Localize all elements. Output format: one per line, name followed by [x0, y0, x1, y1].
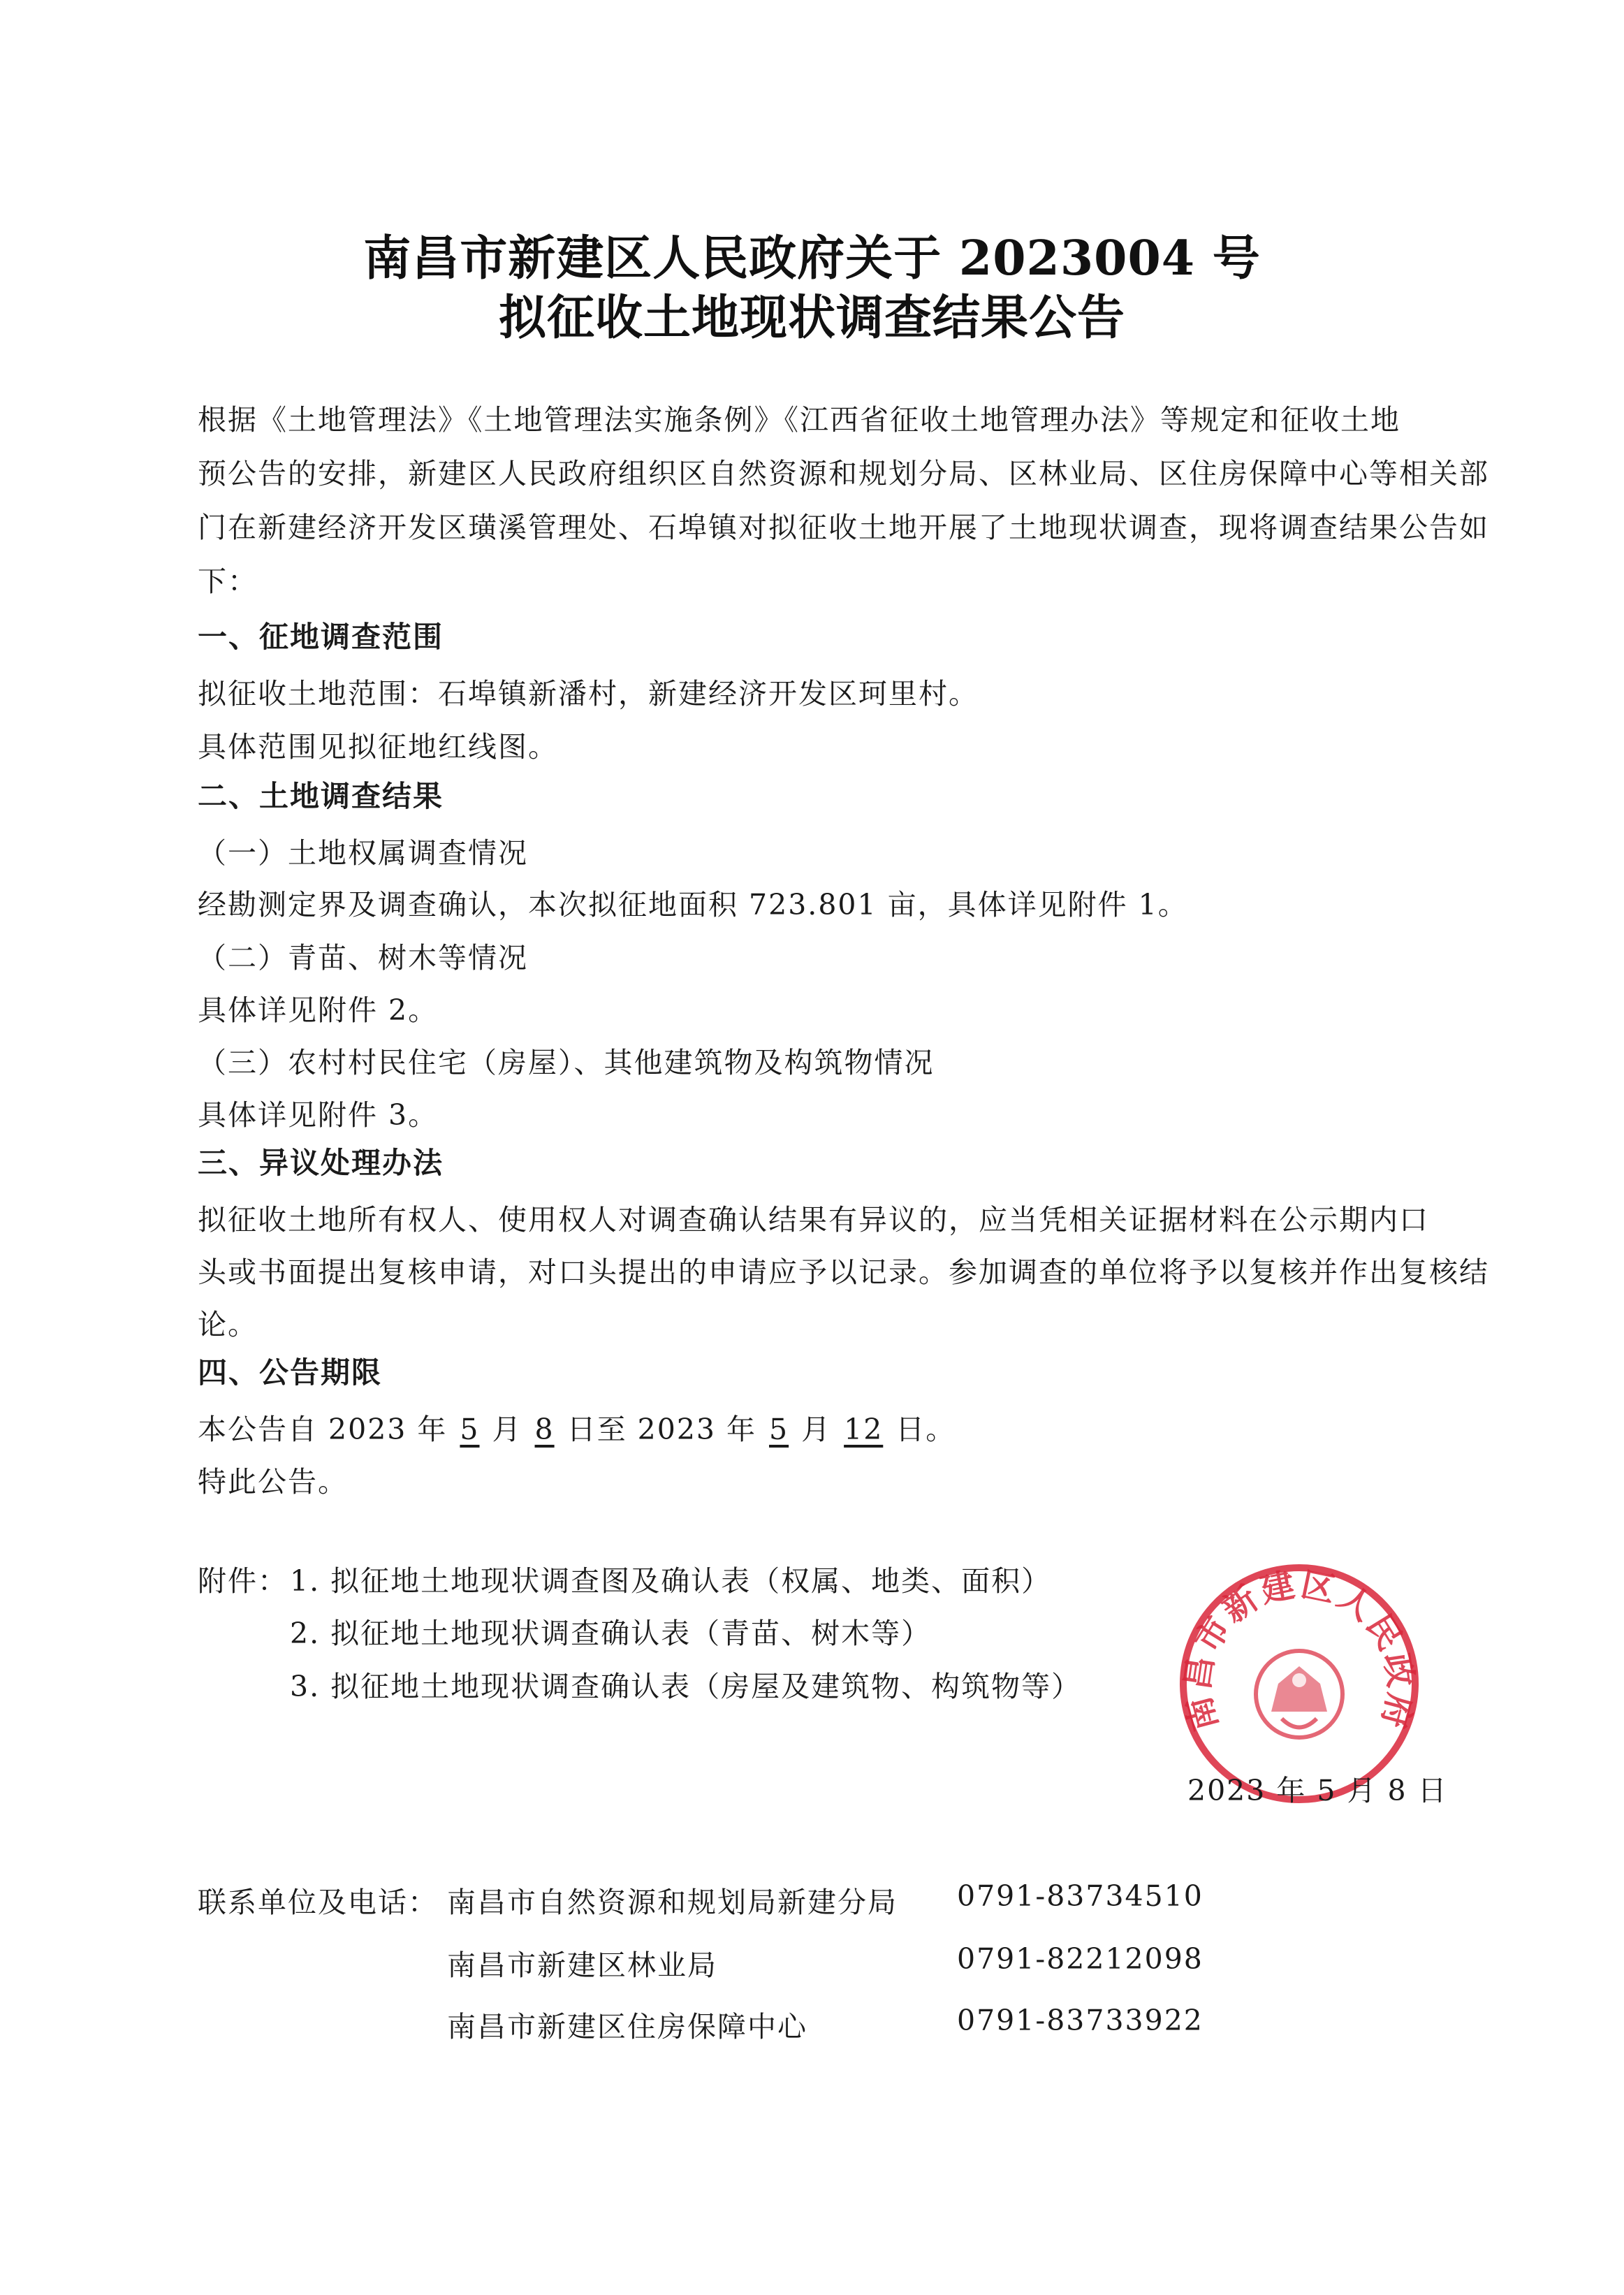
section1-line-1: 拟征收土地范围：石埠镇新潘村，新建经济开发区珂里村。 [198, 677, 979, 711]
attachments-label: 附件： [198, 1564, 288, 1598]
section4-heading: 四、公告期限 [198, 1355, 383, 1390]
page-title-line2: 拟征收土地现状调查结果公告 [498, 290, 1125, 346]
contact-phone-2: 0791-82212098 [957, 1942, 1204, 1976]
intro-line-2: 预公告的安排，新建区人民政府组织区自然资源和规划分局、区林业局、区住房保障中心等相关部 [198, 457, 1489, 490]
attachment-item-3: 3. 拟征地土地现状调查确认表（房屋及建筑物、构筑物等） [290, 1670, 1082, 1703]
section2-sub1-text: 经勘测定界及调查确认，本次拟征地面积 723.801 亩，具体详见附件 1。 [198, 888, 1188, 921]
section3-line-2: 头或书面提出复核申请，对口头提出的申请应予以记录。参加调查的单位将予以复核并作出复核结 [198, 1255, 1489, 1289]
section2-heading: 二、土地调查结果 [198, 779, 444, 813]
closing-statement: 特此公告。 [198, 1465, 348, 1499]
section1-heading: 一、征地调查范围 [198, 620, 444, 654]
contact-name-2: 南昌市新建区林业局 [447, 1948, 717, 1982]
period-to-label: 日至 2023 年 [566, 1413, 757, 1446]
notice-period [198, 1406, 956, 1448]
intro-line-3: 门在新建经济开发区璜溪管理处、石埠镇对拟征收土地开展了土地现状调查，现将调查结果公告如 [198, 511, 1489, 544]
section3-line-3: 论。 [198, 1308, 258, 1341]
section2-sub2-text: 具体详见附件 2。 [198, 993, 439, 1027]
period-end-day: 12 [844, 1413, 884, 1446]
period-start-day: 8 [534, 1413, 555, 1446]
contacts-label: 联系单位及电话： [198, 1886, 438, 1919]
attachment-item-1: 1. 拟征地土地现状调查图及确认表（权属、地类、面积） [290, 1564, 1052, 1598]
period-month-label: 月 [492, 1413, 522, 1446]
period-suffix: 日。 [895, 1413, 956, 1446]
page-title-line1: 南昌市新建区人民政府关于 2023004 号 [363, 231, 1261, 286]
intro-line-4: 下： [198, 564, 258, 598]
intro-line-1: 根据《土地管理法》《土地管理法实施条例》《江西省征收土地管理办法》等规定和征收土地 [198, 403, 1400, 437]
section2-sub1: （一）土地权属调查情况 [198, 836, 528, 870]
seal-text: 南昌市新建区人民政府 [1178, 1565, 1421, 1735]
period-end-month: 5 [769, 1413, 789, 1446]
contact-phone-1: 0791-83734510 [957, 1879, 1204, 1913]
section3-line-1: 拟征收土地所有权人、使用权人对调查确认结果有异议的，应当凭相关证据材料在公示期内口 [198, 1203, 1429, 1237]
section2-sub3: （三）农村村民住宅（房屋）、其他建筑物及构筑物情况 [198, 1046, 935, 1079]
period-month-label-2: 月 [801, 1413, 832, 1446]
contact-phone-3: 0791-83733922 [957, 2004, 1204, 2037]
section2-sub3-text: 具体详见附件 3。 [198, 1098, 439, 1132]
contact-name-1: 南昌市自然资源和规划局新建分局 [447, 1886, 898, 1919]
period-prefix: 本公告自 2023 年 [198, 1413, 448, 1446]
document-date: 2023 年 5 月 8 日 [1187, 1774, 1448, 1807]
attachment-item-2: 2. 拟征地土地现状调查确认表（青苗、树木等） [290, 1617, 932, 1650]
section2-sub2: （二）青苗、树木等情况 [198, 941, 528, 975]
contact-name-3: 南昌市新建区住房保障中心 [447, 2010, 807, 2043]
section1-line-2: 具体范围见拟征地红线图。 [198, 730, 558, 764]
period-start-month: 5 [460, 1413, 480, 1446]
section3-heading: 三、异议处理办法 [198, 1146, 444, 1180]
